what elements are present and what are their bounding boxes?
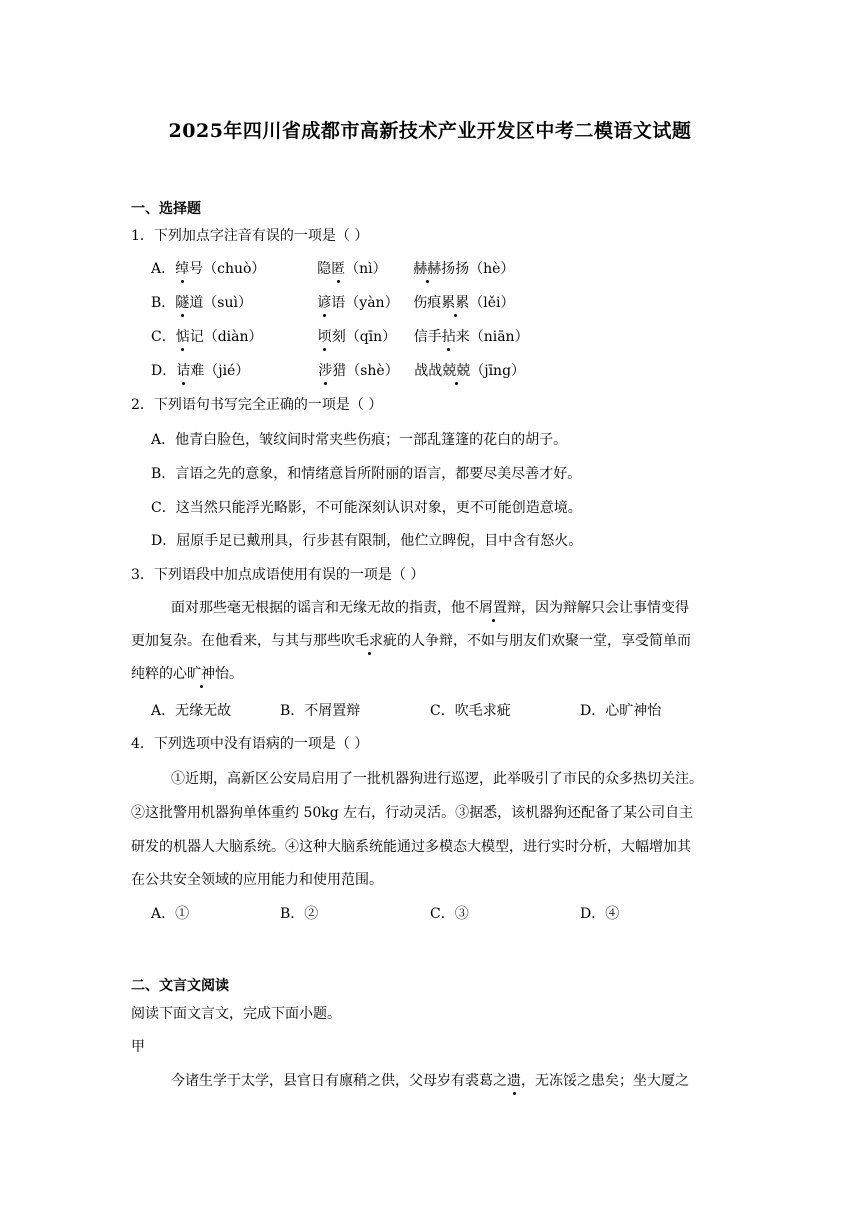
question-2-stem: 2．下列语句书写完全正确的一项是（ ）: [131, 397, 383, 413]
q2-option-d: D．屈原手足已戴刑具，行步甚有限制，他伫立睥倪，目中含有怒火。: [151, 533, 583, 549]
q3-passage-line-1: 面对那些毫无根据的谣言和无缘无故的指责，他不屑置辩，因为辩解只会让事情变得: [171, 597, 689, 617]
q1-option-d: D．诘难（jié） 涉猎（shè） 战战兢兢（jīng）: [151, 360, 525, 380]
page-title: 2025年四川省成都市高新技术产业开发区中考二模语文试题: [168, 120, 692, 142]
q1-option-a: A．绰号（chuò） 隐匿（nì） 赫赫扬扬（hè）: [151, 258, 514, 278]
q4-passage-line-1: ①近期，高新区公安局启用了一批机器狗进行巡逻，此举吸引了市民的众多热切关注。: [171, 771, 703, 787]
passage-label-jia: 甲: [131, 1039, 145, 1055]
q1-option-b: B．隧道（suì） 谚语（yàn） 伤痕累累（lěi）: [151, 292, 515, 312]
q3-passage-line-2: 更加复杂。在他看来，与其与那些吹毛求疵的人争辩，不如与朋友们欢聚一堂，享受简单而: [131, 630, 731, 650]
q3-option-c: C．吹毛求疵: [430, 703, 511, 719]
q2-option-c: C．这当然只能浮光略影，不可能深刻认识对象，更不可能创造意境。: [151, 500, 582, 516]
q2-option-b: B．言语之先的意象，和情绪意旨所附丽的语言，都要尽美尽善才好。: [151, 466, 582, 482]
q4-passage-line-2: ②这批警用机器狗单体重约 50kg 左右，行动灵活。③据悉，该机器狗还配备了某公司自主: [131, 805, 694, 821]
q2-option-a: A．他青白脸色，皱纹间时常夹些伤痕；一部乱篷篷的花白的胡子。: [151, 432, 568, 448]
q4-passage-line-4: 在公共安全领域的应用能力和使用范围。: [131, 872, 383, 888]
q4-option-b: B．②: [280, 906, 319, 922]
q4-option-d: D．④: [580, 906, 620, 922]
q3-option-d: D．心旷神怡: [580, 703, 662, 719]
q3-option-b: B．不屑置辩: [280, 703, 361, 719]
q4-option-a: A．①: [151, 906, 190, 922]
section-heading-choice: 一、选择题: [131, 201, 201, 217]
section-heading-classical-reading: 二、文言文阅读: [131, 978, 229, 994]
question-4-stem: 4．下列选项中没有语病的一项是（ ）: [131, 736, 369, 752]
q4-passage-line-3: 研发的机器人大脑系统。④这种大脑系统能通过多模态大模型，进行实时分析，大幅增加其: [131, 839, 691, 855]
q3-passage-line-3: 纯粹的心旷神怡。: [131, 663, 731, 683]
q4-option-c: C．③: [430, 906, 469, 922]
question-1-stem: 1．下列加点字注音有误的一项是（ ）: [131, 228, 369, 244]
q1-option-c: C．惦记（diàn） 顷刻（qīn） 信手拈来（niān）: [151, 326, 529, 346]
q3-option-a: A．无缘无故: [151, 703, 232, 719]
reading-passage-line-1: 今诸生学于太学，县官日有廪稍之供，父母岁有裘葛之遗，无冻馁之患矣；坐大厦之: [171, 1070, 689, 1090]
question-3-stem: 3．下列语段中加点成语使用有误的一项是（ ）: [131, 567, 425, 583]
reading-instruction: 阅读下面文言文，完成下面小题。: [131, 1006, 341, 1022]
